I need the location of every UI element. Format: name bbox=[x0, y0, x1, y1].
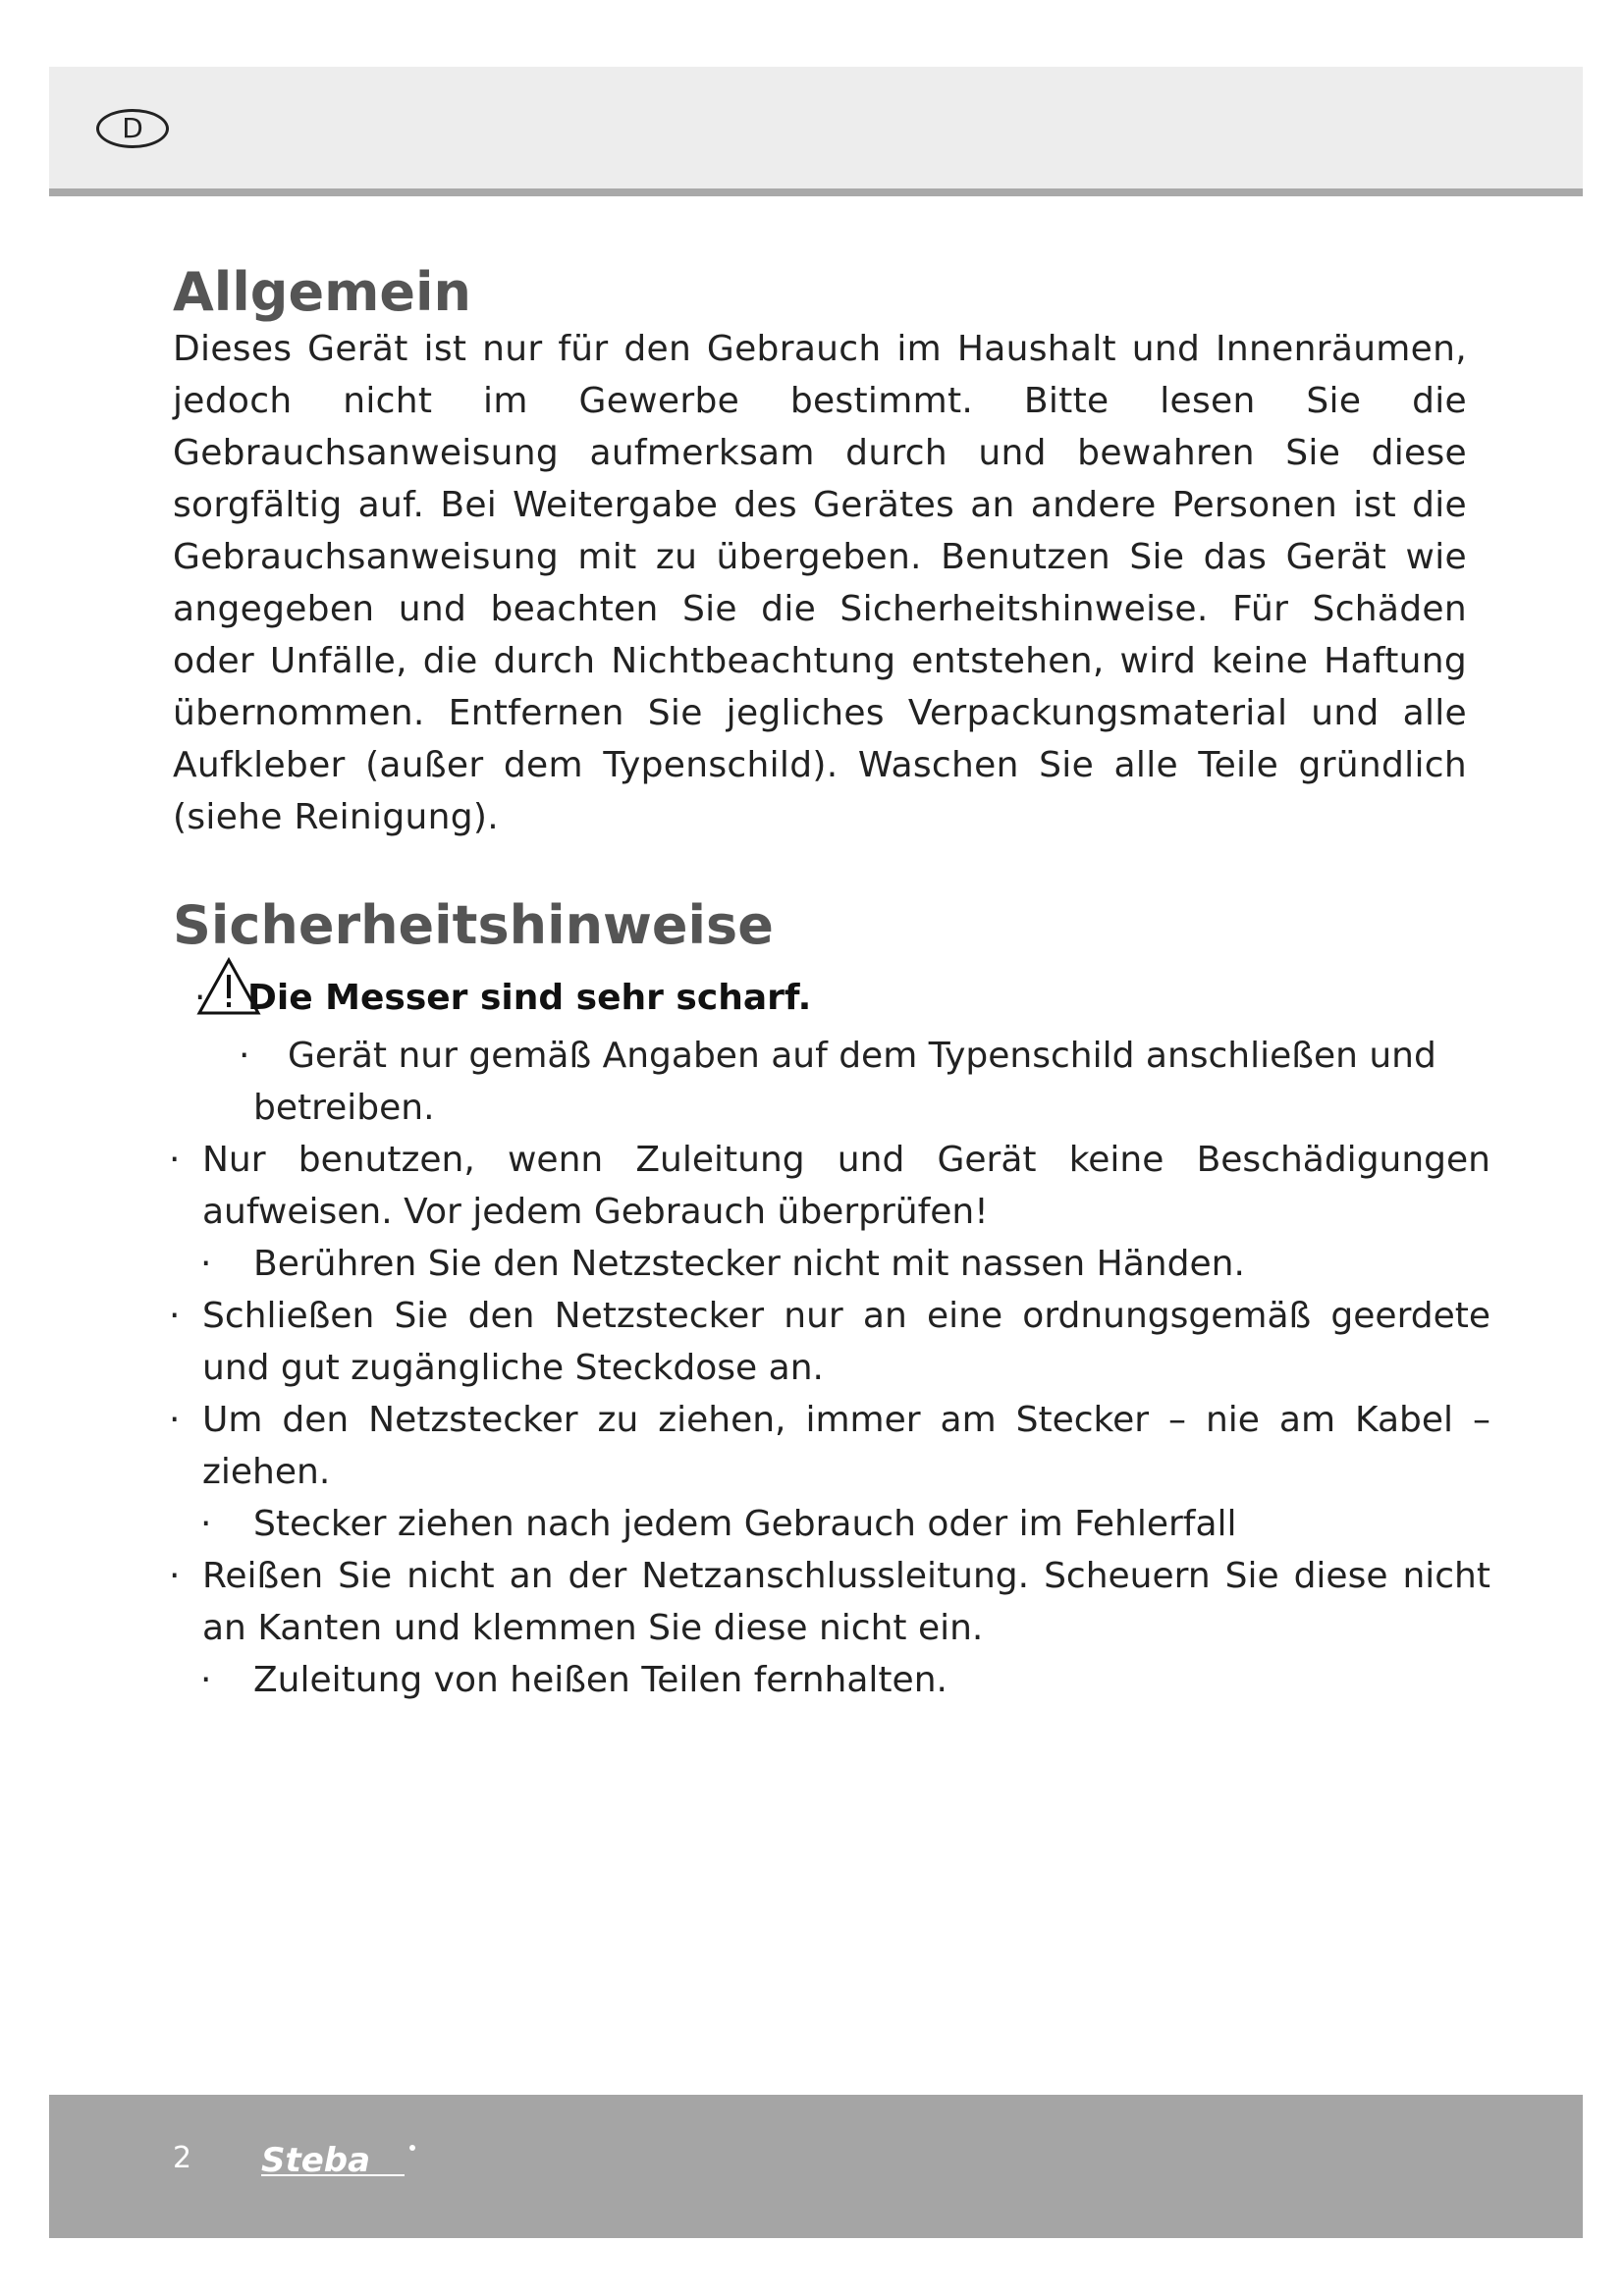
warning-text: Die Messer sind sehr scharf. bbox=[247, 977, 812, 1018]
safety-list-item bbox=[173, 1238, 1528, 1290]
safety-item-text: Gerät nur gemäß Angaben auf dem Typenschild anschließen und betreiben. bbox=[253, 1035, 1436, 1128]
safety-list-item bbox=[173, 1498, 1528, 1550]
safety-item-text: Reißen Sie nicht an der Netzanschlussleitung. Scheuern Sie diese nicht an Kanten und klemmen Sie diese nicht ein. bbox=[202, 1555, 1490, 1648]
safety-list-item bbox=[169, 1550, 1490, 1654]
language-badge: D bbox=[96, 109, 169, 148]
safety-item-text: Stecker ziehen nach jedem Gebrauch oder im Fehlerfall bbox=[253, 1503, 1237, 1544]
bullet-dot: · bbox=[169, 1399, 181, 1440]
safety-list-item bbox=[173, 1030, 1528, 1134]
safety-item-text: Um den Netzstecker zu ziehen, immer am Stecker – nie am Kabel – ziehen. bbox=[202, 1399, 1490, 1492]
safety-item-text: Zuleitung von heißen Teilen fernhalten. bbox=[253, 1659, 947, 1700]
safety-item-text: Nur benutzen, wenn Zuleitung und Gerät keine Beschädigungen aufweisen. Vor jedem Gebrauch überprüfen! bbox=[202, 1139, 1490, 1232]
bullet-dot: · bbox=[169, 1139, 181, 1180]
bullet-dot: · bbox=[169, 1555, 181, 1596]
bullet-dot: · bbox=[200, 1243, 212, 1284]
bullet-dot: · bbox=[200, 1659, 212, 1700]
safety-item-text: Schließen Sie den Netzstecker nur an eine ordnungsgemäß geerdete und gut zugängliche Steckdose an. bbox=[202, 1295, 1490, 1388]
footer-band bbox=[49, 2095, 1583, 2238]
safety-list-item bbox=[169, 1134, 1490, 1238]
steba-logo-icon bbox=[257, 2138, 424, 2185]
section-heading-safety: Sicherheitshinweise bbox=[173, 894, 774, 957]
bullet-dot: · bbox=[239, 1035, 250, 1076]
page-content bbox=[169, 261, 1528, 1706]
safety-list bbox=[169, 1030, 1528, 1706]
safety-list-item bbox=[169, 1290, 1490, 1394]
bullet-dot: · bbox=[194, 977, 206, 1018]
warning-row bbox=[173, 967, 1528, 1030]
general-paragraph: Dieses Gerät ist nur für den Gebrauch im Haushalt und Innenräumen, jedoch nicht im Gewerbe bestimmt. Bitte lesen Sie die Gebrauchsanweisung aufmerksam durch und bewahren Sie diese sorgfältig auf. Bei Weitergabe des Gerätes an andere Personen ist die Gebrauchsanweisung mit zu übergeben. Benutzen Sie das Gerät wie angegeben und beachten Sie die Sicherheitshinweise. Für Schäden oder Unfälle, die durch Nichtbeachtung entstehen, wird keine Haftung übernommen. Entfernen Sie jegliches Verpackungsmaterial und alle Aufkleber (außer dem Typenschild). Waschen Sie alle Teile gründlich (siehe Reinigung). bbox=[173, 329, 1467, 838]
logo-text: Steba bbox=[261, 2141, 371, 2180]
safety-list-item bbox=[173, 1654, 1528, 1706]
bullet-dot: · bbox=[169, 1295, 181, 1336]
safety-item-text: Berühren Sie den Netzstecker nicht mit nassen Händen. bbox=[253, 1243, 1245, 1284]
safety-list-item bbox=[169, 1394, 1490, 1498]
bullet-dot: · bbox=[200, 1503, 212, 1544]
page-number: 2 bbox=[173, 2141, 192, 2175]
header-band bbox=[49, 67, 1583, 196]
section-heading-general: Allgemein bbox=[173, 261, 471, 323]
